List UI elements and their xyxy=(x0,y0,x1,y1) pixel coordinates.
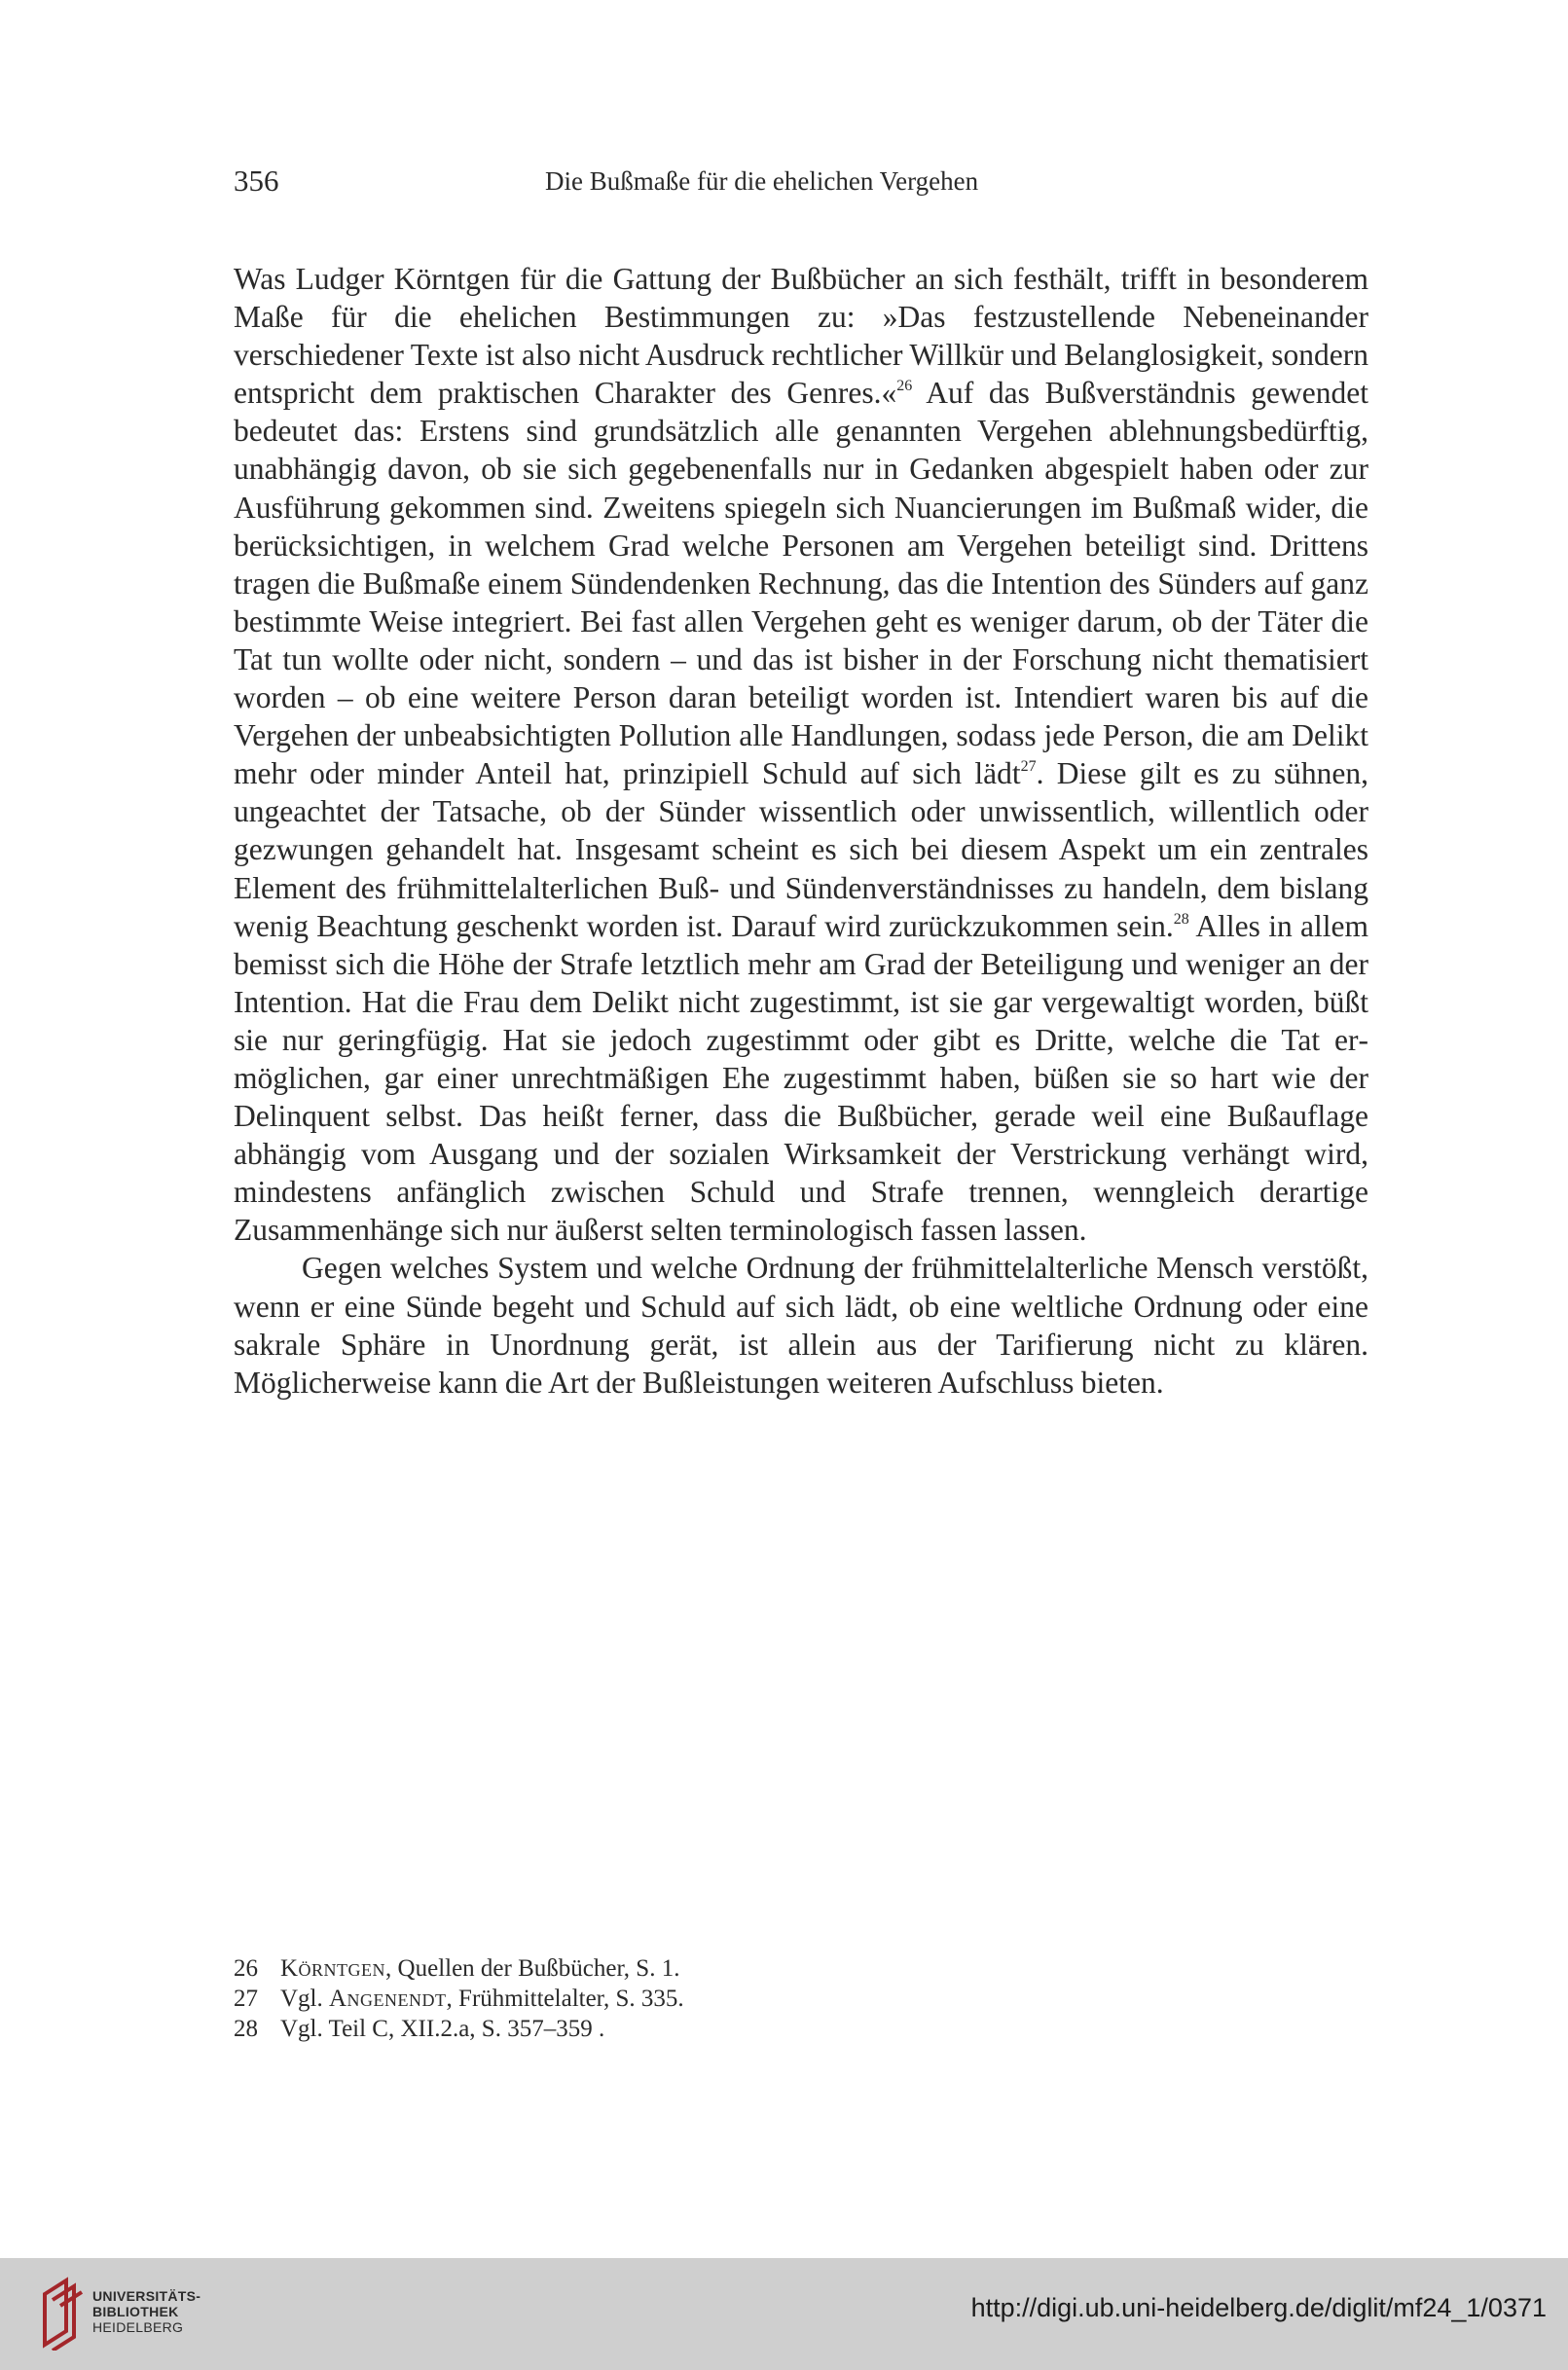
footnote-number: 27 xyxy=(234,1986,258,2012)
paragraph-1-part-2: Auf das Bußverständnis gewendet bedeutet das: Erstens sind grundsätzlich alle genannten Vergehen ablehnungsbedürftig, unabhängig davon, ob sie sich gegebenenfalls nur in Gedanken abgespielt haben oder zur Ausführung gekommen sind. Zweitens spiegeln sich Nuancierungen im Bußmaß wider, die berücksichtigen, in welchem Grad welche Personen am Vergehen beteiligt sind. Drittens tragen die Bußmaße einem Sündendenken Rechnung, das die Intention des Sünders auf ganz bestimmte Weise integriert. Bei fast allen Vergehen geht es weniger darum, ob der Täter die Tat tun wollte oder nicht, sondern – und das ist bisher in der Forschung nicht thematisiert worden – ob eine weitere Person daran beteiligt worden ist. Intendiert waren bis auf die Vergehen der unbeabsichtigten Pollution alle Handlungen, sodass jede Person, die am Delikt mehr oder minder Anteil hat, prinzipiell Schuld auf sich lädt xyxy=(234,376,1369,791)
footnote-author: Körntgen xyxy=(280,1955,386,1982)
footnote-text: Vgl. Teil C, XII.2.a, S. 357–359 . xyxy=(280,2016,605,2042)
footnote-ref-28[interactable]: 28 xyxy=(1173,910,1189,928)
footnote-ref-27[interactable]: 27 xyxy=(1020,758,1037,776)
logo-line-1: UNIVERSITÄTS- xyxy=(92,2288,201,2304)
paragraph-1 xyxy=(234,260,1368,1249)
paragraph-1-part-1: Was Ludger Körntgen für die Gattung der Bußbücher an sich festhält, trifft in besonderem Maße für die ehelichen Bestimmungen zu: »Das festzustellende Nebeneinander verschiedener Texte ist also nicht Ausdruck rechtlicher Willkür und Belanglosigkeit, sondern entspricht dem praktischen Charakter des Genres.« xyxy=(234,262,1368,411)
source-url[interactable]: http://digi.ub.uni-heidelberg.de/diglit/mf24_1/0371 xyxy=(970,2293,1547,2322)
footnote-prefix: Vgl. xyxy=(280,1986,329,2012)
footnote-text xyxy=(280,1984,684,2014)
footnote-number: 28 xyxy=(234,2016,258,2042)
library-logo-icon xyxy=(37,2273,95,2351)
footnote-author: Angenendt xyxy=(329,1986,447,2012)
footnote-28 xyxy=(234,2014,1368,2044)
running-head: Die Bußmaße für die ehelichen Vergehen xyxy=(545,166,979,196)
footnote-ref-26[interactable]: 26 xyxy=(896,378,913,395)
page-number: 356 xyxy=(234,164,279,198)
footnotes xyxy=(234,1953,1368,2044)
paragraph-1-part-4: Alles in allem bemisst sich die Höhe der Strafe letztlich mehr am Grad der Beteiligung und weniger an der Intention. Hat die Frau dem Delikt nicht zugestimmt, ist sie gar vergewaltigt worden, büßt sie nur geringfügig. Hat sie jedoch zugestimmt oder gibt es Dritte, welche die Tat ermöglichen, gar einer unrechtmäßigen Ehe zugestimmt haben, büßen sie so hart wie der Delinquent selbst. Das heißt ferner, dass die Bußbücher, gerade weil eine Bußauflage abhängig vom Ausgang und der sozialen Wirksamkeit der Verstrickung verhängt wird, mindestens anfänglich zwischen Schuld und Strafe trennen, wenngleich derartige Zusammenhänge sich nur äußerst selten terminologisch fassen lassen. xyxy=(234,908,1368,1248)
paragraph-1-part-3: . Diese gilt es zu sühnen, ungeachtet der Tatsache, ob der Sünder wissentlich oder unwissentlich, willentlich oder gezwungen gehandelt hat. Insgesamt scheint es sich bei diesem Aspekt um ein zentrales Element des frühmittelalterlichen Buß- und Sündenverständnisses zu handeln, dem bislang wenig Beachtung geschenkt worden ist. Darauf wird zurückzukommen sein. xyxy=(234,756,1369,943)
footer-bar xyxy=(0,2258,1568,2370)
footnote-citation: , Quellen der Bußbücher, S. 1. xyxy=(385,1955,680,1982)
footnote-text xyxy=(280,1953,679,1984)
footnote-26 xyxy=(234,1953,1368,1984)
body-text xyxy=(234,260,1368,1402)
footnote-27 xyxy=(234,1984,1368,2014)
library-logo-text xyxy=(92,2288,201,2335)
footnote-citation: , Frühmittelalter, S. 335. xyxy=(446,1986,684,2012)
footnote-number: 26 xyxy=(234,1955,258,1982)
logo-line-2: BIBLIOTHEK xyxy=(92,2304,179,2319)
paragraph-2: Gegen welches System und welche Ordnung der frühmittelalterliche Mensch verstößt, wenn er eine Sünde begeht und Schuld auf sich lädt, ob eine weltliche Ordnung oder eine sakrale Sphäre in Unordnung gerät, ist allein aus der Tarifierung nicht zu klären. Möglicherweise kann die Art der Bußleistungen weiteren Aufschluss bieten. xyxy=(234,1251,1368,1400)
logo-line-3: HEIDELBERG xyxy=(92,2319,184,2335)
